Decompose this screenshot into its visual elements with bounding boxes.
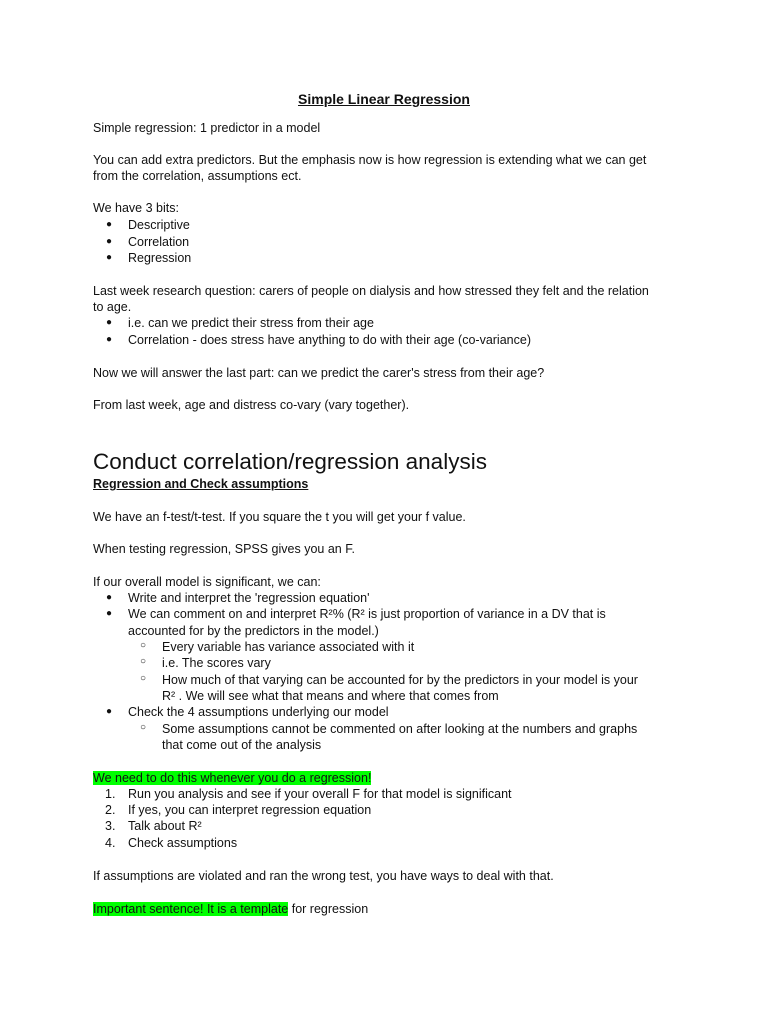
sub-list-item: ○ i.e. The scores vary <box>140 656 271 670</box>
bullet-icon: ● <box>106 317 113 328</box>
paragraph: When testing regression, SPSS gives you an F. <box>93 542 355 556</box>
list-item: ● Correlation <box>106 235 190 249</box>
circle-bullet-icon: ○ <box>140 640 147 651</box>
section-subheading: Regression and Check assumptions <box>93 477 309 491</box>
sub-list-item-continuation: R² . We will see what that means and where that comes from <box>162 689 499 703</box>
list-item: ● Write and interpret the 'regression equation' <box>106 591 370 605</box>
list-item: ● Regression <box>106 251 192 265</box>
section-heading: Conduct correlation/regression analysis <box>93 449 487 474</box>
list-item: ● Check the 4 assumptions underlying our model <box>106 705 389 719</box>
bullet-icon: ● <box>106 706 113 717</box>
sub-list-item: ○ Some assumptions cannot be commented on after looking at the numbers and graphs <box>140 722 638 736</box>
paragraph: Now we will answer the last part: can we predict the carer's stress from their age? <box>93 366 545 380</box>
list-item: ● Descriptive <box>106 218 190 232</box>
bullet-icon: ● <box>106 219 113 230</box>
paragraph: We have an f-test/t-test. If you square the t you will get your f value. <box>93 510 466 524</box>
list-item: ● We can comment on and interpret R²% (R² is just proportion of variance in a DV that is <box>106 607 606 621</box>
bullet-icon: ● <box>106 592 113 603</box>
highlighted-note: We need to do this whenever you do a regression! <box>93 771 372 785</box>
numbered-item: 3. Talk about R² <box>105 819 202 833</box>
circle-bullet-icon: ○ <box>140 722 147 733</box>
paragraph: You can add extra predictors. But the emphasis now is how regression is extending what we can get <box>93 153 647 167</box>
numbered-item: 4. Check assumptions <box>105 836 238 850</box>
bullet-icon: ● <box>106 236 113 247</box>
numbered-item: 1. Run you analysis and see if your overall F for that model is significant <box>105 787 512 801</box>
paragraph: From last week, age and distress co-vary (vary together). <box>93 398 410 412</box>
circle-bullet-icon: ○ <box>140 673 147 684</box>
list-item: ● Correlation - does stress have anything to do with their age (co-variance) <box>106 333 531 347</box>
circle-bullet-icon: ○ <box>140 656 147 667</box>
paragraph: Last week research question: carers of people on dialysis and how stressed they felt and the relation <box>93 284 649 298</box>
paragraph: If assumptions are violated and ran the wrong test, you have ways to deal with that. <box>93 869 554 883</box>
bullet-icon: ● <box>106 608 113 619</box>
bullet-icon: ● <box>106 252 113 263</box>
highlighted-note: Important sentence! It is a template for regression <box>93 902 369 916</box>
paragraph: from the correlation, assumptions ect. <box>93 169 302 183</box>
paragraph: to age. <box>93 300 132 314</box>
numbered-item: 2. If yes, you can interpret regression equation <box>105 803 372 817</box>
sub-list-item: ○ How much of that varying can be accounted for by the predictors in your model is your <box>140 673 638 687</box>
list-item-continuation: accounted for by the predictors in the model.) <box>128 624 379 638</box>
sub-list-item-continuation: that come out of the analysis <box>162 738 322 752</box>
list-item: ● i.e. can we predict their stress from their age <box>106 316 374 330</box>
paragraph: We have 3 bits: <box>93 201 179 215</box>
bullet-icon: ● <box>106 334 113 345</box>
paragraph: Simple regression: 1 predictor in a model <box>93 121 321 135</box>
sub-list-item: ○ Every variable has variance associated with it <box>140 640 415 654</box>
doc-title: Simple Linear Regression <box>298 91 470 107</box>
paragraph: If our overall model is significant, we can: <box>93 575 321 589</box>
